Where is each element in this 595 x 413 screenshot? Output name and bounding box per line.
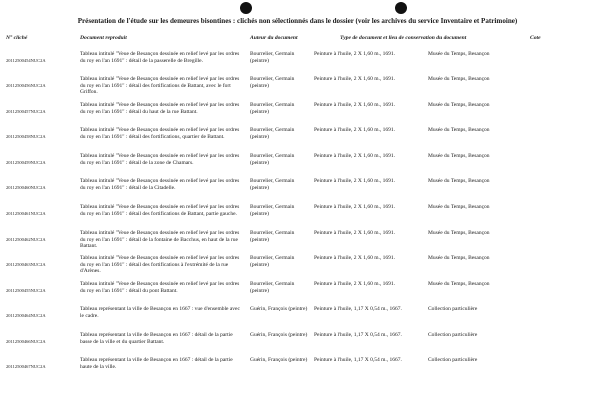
document-author: Guérin, François (peintre): [250, 357, 308, 363]
document-type: Peinture à l'huile, 1,17 X 0,54 m., 1667.: [314, 357, 402, 363]
document-description: Tableau intitulé "Veue de Besançon dessinée en relief levé par les ordres du roy en l'an 1691" : détail des fortifications à l'extrémité de la rue d'Arènes.: [80, 255, 240, 275]
table-row: [0, 332, 595, 356]
table-row: [0, 102, 595, 126]
cliche-number: 20112500464NUC2A: [6, 313, 46, 318]
cliche-number: 20112500456NUC2A: [6, 83, 46, 88]
table-row: [0, 178, 595, 202]
table-row: [0, 255, 595, 279]
document-type: Peinture à l'huile, 1,17 X 0,54 m., 1667.: [314, 306, 402, 312]
document-description: Tableau représentant la ville de Besançon en 1667 : vue d'ensemble avec le cadre.: [80, 306, 240, 319]
document-description: Tableau représentant la ville de Besançon en 1667 : détail de la partie basse de la ville et du quartier Battant.: [80, 332, 233, 345]
conservation-place: Musée du Temps, Besançon: [428, 51, 490, 57]
document-type: Peinture à l'huile, 2 X 1,60 m., 1691.: [314, 255, 396, 261]
document-author: Bourrelier, Germain (peintre): [250, 281, 295, 294]
document-description: Tableau représentant la ville de Besançon en 1667 : détail de la partie haute de la ville.: [80, 357, 233, 370]
document-type: Peinture à l'huile, 2 X 1,60 m., 1691.: [314, 127, 396, 133]
conservation-place: Musée du Temps, Besançon: [428, 230, 490, 236]
document-description: Tableau intitulé "Veue de Besançon dessinée en relief levé par les ordres du roy en l'an 1691" : détail des fortifications, quartier de Battant.: [80, 127, 240, 140]
document-description: Tableau intitulé "Veue de Besançon dessinée en relief levé par les ordres du roy en l'an 1691" : détail du pont Battant.: [80, 281, 240, 294]
conservation-place: Collection particulière: [428, 357, 478, 363]
cliche-number: 20112500466NUC2A: [6, 339, 46, 344]
document-type: Peinture à l'huile, 1,17 X 0,54 m., 1667.: [314, 332, 402, 338]
document-author: Bourrelier, Germain (peintre): [250, 51, 295, 64]
cliche-number: 20112500463NUC2A: [6, 262, 46, 267]
document-type: Peinture à l'huile, 2 X 1,60 m., 1691.: [314, 102, 396, 108]
table-row: [0, 230, 595, 254]
document-description: Tableau intitulé "Veue de Besançon dessinée en relief levé par les ordres du roy en l'an 1691" : détail de la Citadelle.: [80, 178, 240, 191]
document-author: Guérin, François (peintre): [250, 332, 308, 338]
document-author: Bourrelier, Germain (peintre): [250, 255, 295, 268]
conservation-place: Musée du Temps, Besançon: [428, 281, 490, 287]
cliche-number: 20112500461NUC2A: [6, 211, 46, 216]
document-author: Guérin, François (peintre): [250, 306, 308, 312]
table-row: [0, 306, 595, 330]
document-type: Peinture à l'huile, 2 X 1,60 m., 1691.: [314, 204, 396, 210]
conservation-place: Collection particulière: [428, 332, 478, 338]
document-description: Tableau intitulé "Veue de Besançon dessinée en relief levé par les ordres du roy en l'an 1691" : détail des fortifications de Battant, avec le fort Griffon.: [80, 76, 240, 96]
conservation-place: Musée du Temps, Besançon: [428, 255, 490, 261]
document-author: Bourrelier, Germain (peintre): [250, 178, 295, 191]
header-desc: Document reproduit: [80, 35, 127, 41]
table-row: [0, 153, 595, 177]
document-type: Peinture à l'huile, 2 X 1,60 m., 1691.: [314, 230, 396, 236]
cliche-number: 20112500467NUC2A: [6, 364, 46, 369]
document-author: Bourrelier, Germain (peintre): [250, 127, 295, 140]
document-title: Présentation de l'étude sur les demeures bisontines : clichés non sélectionnés dans le dossier (voir les archives du service Inventaire et Patrimoine): [77, 17, 518, 25]
cliche-number: 20112500455NUC2A: [6, 288, 46, 293]
document-description: Tableau intitulé "Veue de Besançon dessinée en relief levé par les ordres du roy en l'an 1691" : détail de la zone de Chamars.: [80, 153, 240, 166]
header-cote: Cote: [530, 35, 541, 41]
cliche-number: 20112500462NUC2A: [6, 237, 46, 242]
header-type: Type de document et lieu de conservation du document: [340, 35, 467, 41]
document-author: Bourrelier, Germain (peintre): [250, 230, 295, 243]
header-id: N° cliché: [6, 35, 28, 41]
punch-hole-right: [395, 2, 407, 14]
document-description: Tableau intitulé "Veue de Besançon dessinée en relief levé par les ordres du roy en l'an 1691" : détail de la passerelle de Bregille.: [80, 51, 240, 64]
header-author: Auteur du document: [250, 35, 298, 41]
document-author: Bourrelier, Germain (peintre): [250, 76, 295, 89]
punch-hole-left: [240, 2, 252, 14]
table-row: [0, 76, 595, 100]
table-row: [0, 204, 595, 228]
document-type: Peinture à l'huile, 2 X 1,60 m., 1691.: [314, 178, 396, 184]
table-row: [0, 357, 595, 381]
conservation-place: Collection particulière: [428, 306, 478, 312]
table-row: [0, 127, 595, 151]
document-description: Tableau intitulé "Veue de Besançon dessinée en relief levé par les ordres du roy en l'an 1691" : détail des fortifications de Battant, partie gauche.: [80, 204, 240, 217]
cliche-number: 20112500459NUC2A: [6, 160, 46, 165]
cliche-number: 20112500460NUC2A: [6, 185, 46, 190]
cliche-number: 20112500458NUC2A: [6, 134, 46, 139]
document-author: Bourrelier, Germain (peintre): [250, 153, 295, 166]
conservation-place: Musée du Temps, Besançon: [428, 153, 490, 159]
document-type: Peinture à l'huile, 2 X 1,60 m., 1691.: [314, 76, 396, 82]
cliche-number: 20112500457NUC2A: [6, 109, 46, 114]
document-type: Peinture à l'huile, 2 X 1,60 m., 1691.: [314, 153, 396, 159]
document-description: Tableau intitulé "Veue de Besançon dessinée en relief levé par les ordres du roy en l'an 1691" : détail du haut de la rue Battant.: [80, 102, 240, 115]
document-type: Peinture à l'huile, 2 X 1,60 m., 1691.: [314, 51, 396, 57]
document-author: Bourrelier, Germain (peintre): [250, 102, 295, 115]
cliche-number: 20112500454NUC2A: [6, 58, 46, 63]
table-row: [0, 281, 595, 305]
conservation-place: Musée du Temps, Besançon: [428, 102, 490, 108]
conservation-place: Musée du Temps, Besançon: [428, 127, 490, 133]
conservation-place: Musée du Temps, Besançon: [428, 178, 490, 184]
document-type: Peinture à l'huile, 2 X 1,60 m., 1691.: [314, 281, 396, 287]
document-author: Bourrelier, Germain (peintre): [250, 204, 295, 217]
conservation-place: Musée du Temps, Besançon: [428, 204, 490, 210]
conservation-place: Musée du Temps, Besançon: [428, 76, 490, 82]
table-row: [0, 51, 595, 75]
document-description: Tableau intitulé "Veue de Besançon dessinée en relief levé par les ordres du roy en l'an 1691" : détail de la fontaine de Bacchus, en haut de la rue Battant.: [80, 230, 240, 250]
